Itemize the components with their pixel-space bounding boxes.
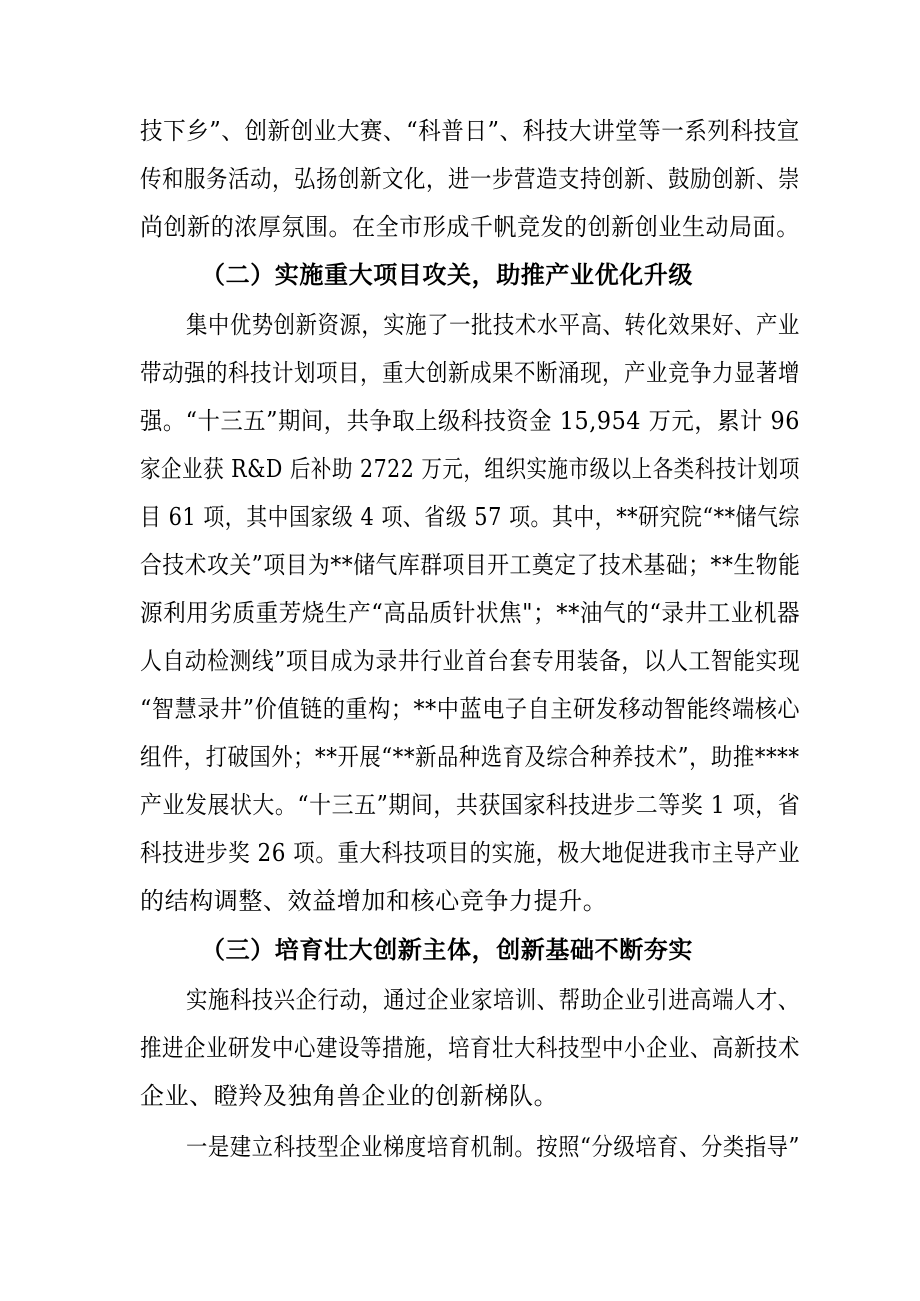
paragraph-line: 集中优势创新资源，实施了一批技术水平高、转化效果好、产业 <box>186 311 800 339</box>
paragraph-line: 强。“十三五”期间，共争取上级科技资金 15,954 万元，累计 96 <box>140 407 800 435</box>
paragraph-line: 科技进步奖 26 项。重大科技项目的实施，极大地促进我市主导产业 <box>140 839 800 867</box>
paragraph-line: 产业发展状大。“十三五”期间，共获国家科技进步二等奖 1 项，省 <box>140 791 801 819</box>
paragraph-line: 的结构调整、效益增加和核心竞争力提升。 <box>140 887 608 915</box>
paragraph-line: 实施科技兴企行动，通过企业家培训、帮助企业引进高端人才、 <box>186 986 800 1014</box>
paragraph-line: 一是建立科技型企业梯度培育机制。按照“分级培育、分类指导” <box>186 1133 800 1161</box>
paragraph-line: 企业、瞪羚及独角兽企业的创新梯队。 <box>140 1082 559 1110</box>
paragraph-line: 推进企业研发中心建设等措施，培育壮大科技型中小企业、高新技术 <box>140 1034 800 1062</box>
paragraph-line: 带动强的科技计划项目，重大创新成果不断涌现，产业竞争力显著增 <box>140 359 800 387</box>
paragraph-line: 家企业获 R&D 后补助 2722 万元，组织实施市级以上各类科技计划项 <box>140 455 800 483</box>
paragraph-line: 尚创新的浓厚氛围。在全市形成千帆竞发的创新创业生动局面。 <box>140 213 800 241</box>
paragraph-line: 传和服务活动，弘扬创新文化，进一步营造支持创新、鼓励创新、崇 <box>140 165 800 193</box>
paragraph-line: 源利用劣质重芳烧生产“高品质针状焦"；**油气的“录井工业机器 <box>140 599 801 627</box>
paragraph-line: “智慧录井”价值链的重构；**中蓝电子自主研发移动智能终端核心 <box>140 695 801 723</box>
paragraph-line: 合技术攻关”项目为**储气库群项目开工奠定了技术基础；**生物能 <box>140 551 801 579</box>
paragraph-line: 人自动检测线”项目成为录井行业首台套专用装备，以人工智能实现 <box>140 647 801 675</box>
section-heading: （三）培育壮大创新主体，创新基础不断夯实 <box>201 935 693 964</box>
section-heading: （二）实施重大项目攻关，助推产业优化升级 <box>201 260 693 289</box>
paragraph-line: 组件，打破国外；**开展“**新品种选育及综合种养技术”，助推**** <box>140 743 800 771</box>
paragraph-line: 目 61 项，其中国家级 4 项、省级 57 项。其中，**研究院“**储气综 <box>140 503 800 531</box>
paragraph-line: 技下乡”、创新创业大赛、“科普日”、科技大讲堂等一系列科技宣 <box>140 117 800 145</box>
